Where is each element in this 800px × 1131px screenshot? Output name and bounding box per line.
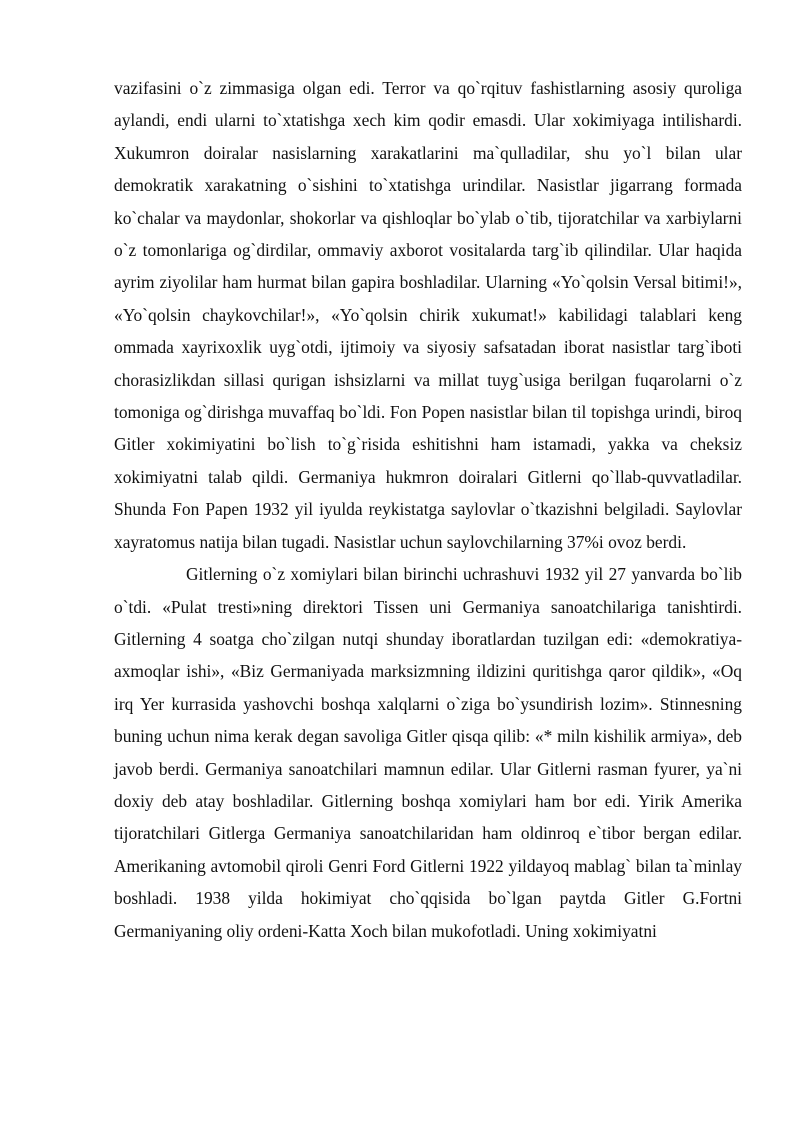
document-page: [114, 72, 742, 947]
body-paragraph: vazifasini o`z zimmasiga olgan edi. Terror va qo`rqituv fashistlarning asosiy quroliga aylandi, endi ularni to`xtatishga xech kim qodir emasdi. Ular xokimiyaga intilishardi. Xukumron doiralar nasislarning xarakatlarini ma`qulladilar, shu yo`l bilan ular demokratik xarakatning o`sishini to`xtatishga urindilar. Nasistlar jigarrang formada ko`chalar va maydonlar, shokorlar va qishloqlar bo`ylab o`tib, tijoratchilar va xarbiylarni o`z tomonlariga og`dirdilar, ommaviy axborot vositalarda targ`ib qilindilar. Ular haqida ayrim ziyolilar ham hurmat bilan gapira boshladilar. Ularning «Yo`qolsin Versal bitimi!», «Yo`qolsin chaykovchilar!», «Yo`qolsin chirik xukumat!» kabilidagi talablari keng ommada xayrixoxlik uyg`otdi, ijtimoiy va siyosiy safsatadan iborat nasistlar targ`iboti chorasizlikdan sillasi qurigan ishsizlarni va millat tuyg`usiga berilgan fuqarolarni o`z tomoniga og`dirishga muvaffaq bo`ldi. Fon Popen nasistlar bilan til topishga urindi, biroq Gitler xokimiyatini bo`lish to`g`risida eshitishni ham istamadi, yakka va cheksiz xokimiyatni talab qildi. Germaniya hukmron doiralari Gitlerni qo`llab-quvvatladilar. Shunda Fon Papen 1932 yil iyulda reykistatga saylovlar o`tkazishni belgiladi. Saylovlar xayratomus natija bilan tugadi. Nasistlar uchun saylovchilarning 37%i ovoz berdi.: [114, 78, 742, 552]
body-paragraph: Gitlerning o`z xomiylari bilan birinchi uchrashuvi 1932 yil 27 yanvarda bo`lib o`tdi. «Pulat tresti»ning direktori Tissen uni Germaniya sanoatchilariga tanishtirdi. Gitlerning 4 soatga cho`zilgan nutqi shunday iboratlardan tuzilgan edi: «demokratiya-axmoqlar ishi», «Biz Germaniyada marksizmning ildizini quritishga qaror qildik», «Oq irq Yer kurrasida yashovchi boshqa xalqlarni o`ziga bo`ysundirish lozim». Stinnesning buning uchun nima kerak degan savoliga Gitler qisqa qilib: «* miln kishilik armiya», deb javob berdi. Germaniya sanoatchilari mamnun edilar. Ular Gitlerni rasman fyurer, ya`ni doxiy deb atay boshladilar. Gitlerning boshqa xomiylari ham bor edi. Yirik Amerika tijoratchilari Gitlerga Germaniya sanoatchilaridan ham oldinroq e`tibor bergan edilar. Amerikaning avtomobil qiroli Genri Ford Gitlerni 1922 yildayoq mablag` bilan ta`minlay boshladi. 1938 yilda hokimiyat cho`qqisida bo`lgan paytda Gitler G.Fortni Germaniyaning oliy ordeni-Katta Xoch bilan mukofotladi. Uning xokimiyatni: [114, 564, 742, 941]
